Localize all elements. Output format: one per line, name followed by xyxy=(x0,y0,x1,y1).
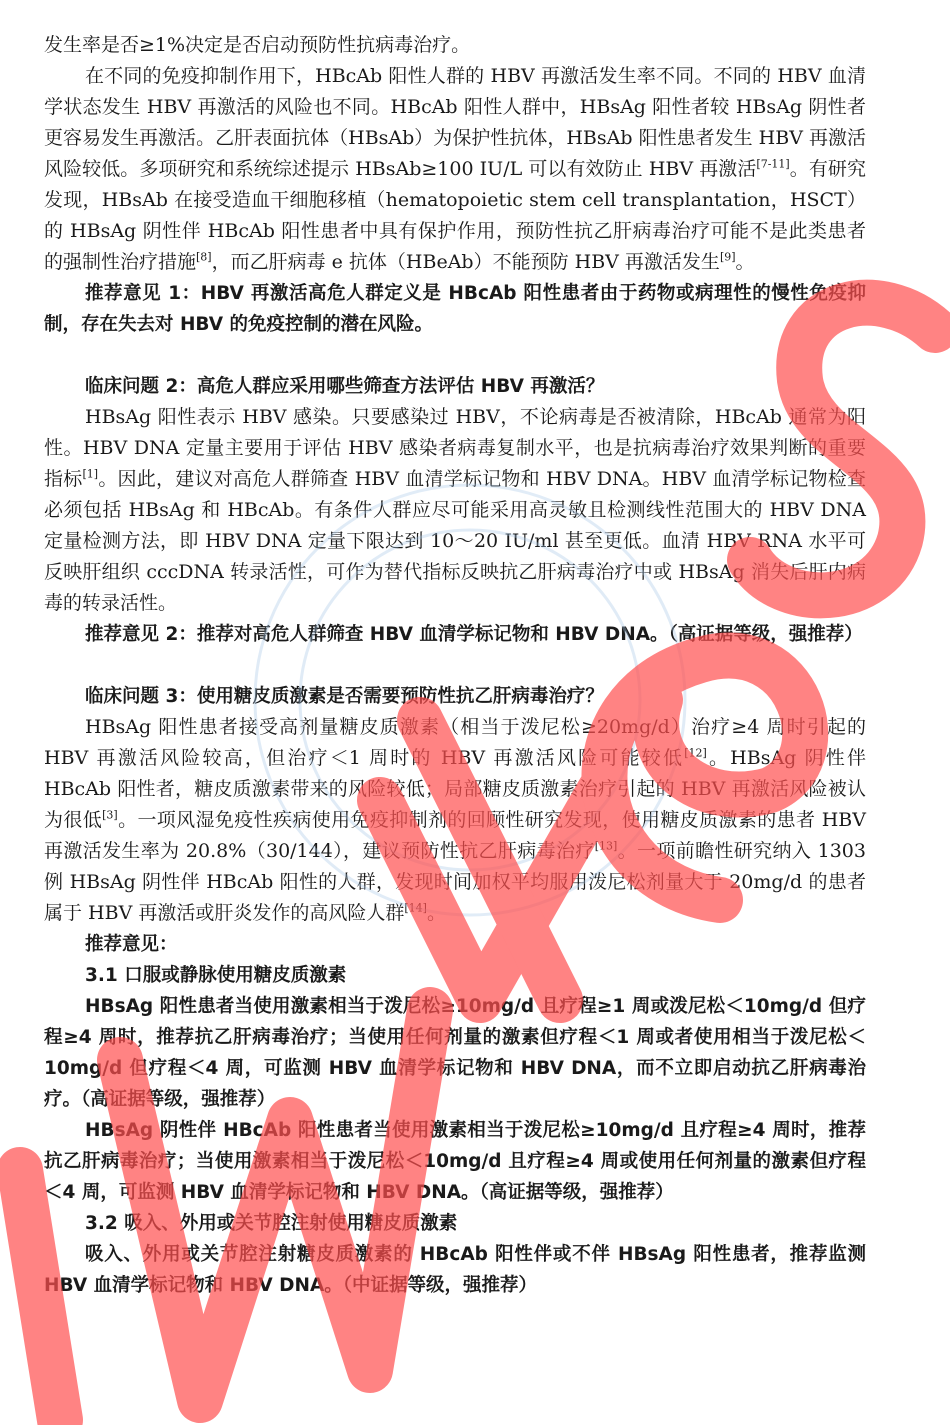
citation: [9] xyxy=(719,250,736,264)
recommendation-heading: 推荐意见： xyxy=(85,934,178,955)
citation: [14] xyxy=(404,901,427,915)
paragraph-hbv-serology xyxy=(44,61,866,278)
citation: [3] xyxy=(102,808,118,822)
citation: [12] xyxy=(684,746,707,760)
citation: [8] xyxy=(196,250,212,264)
paragraph-glucocorticoid xyxy=(44,712,866,929)
recommendation-1: 推荐意见 1：HBV 再激活高危人群定义是 HBcAb 阳性患者由于药物或病理性的慢性免疫抑制，存在失去对 HBV 的免疫控制的潜在风险。 xyxy=(44,283,866,335)
text-span: 。 xyxy=(426,902,446,924)
text-span: 。HBsAg 阴性伴 HBcAb 阳性者，糖皮质激素带来的风险较低；局部糖皮质激素治疗引起的 HBV 再激活风险被认为很低 xyxy=(44,747,866,831)
citation: [7-11] xyxy=(756,157,790,171)
paragraph-screening xyxy=(44,402,866,619)
recommendation-2: 推荐意见 2：推荐对高危人群筛查 HBV 血清学标记物和 HBV DNA。（高证据等级，强推荐） xyxy=(85,624,863,645)
clinical-question-3: 临床问题 3：使用糖皮质激素是否需要预防性抗乙肝病毒治疗？ xyxy=(85,686,604,707)
text-span: HBsAg 阳性表示 HBV 感染。只要感染过 HBV，不论病毒是否被清除，HBcAb 通常为阳性。HBV DNA 定量主要用于评估 HBV 感染者病毒复制水平，也是抗病毒治疗效果判断的重要指标 xyxy=(44,406,866,490)
citation: [13] xyxy=(594,839,618,853)
citation: [1] xyxy=(82,467,99,481)
section-3-1-heading: 3.1 口服或静脉使用糖皮质激素 xyxy=(85,965,347,986)
document-body xyxy=(44,30,866,1301)
recommendation-3-2: 吸入、外用或关节腔注射糖皮质激素的 HBcAb 阳性伴或不伴 HBsAg 阳性患者，推荐监测 HBV 血清学标记物和 HBV DNA。（中证据等级，强推荐） xyxy=(44,1244,866,1296)
text-span: 。一项前瞻性研究纳入 1303 例 HBsAg 阴性伴 HBcAb 阳性的人群，发现时间加权平均服用泼尼松剂量大于 20mg/d 的患者属于 HBV 再激活或肝炎发作的高风险人群 xyxy=(44,840,866,924)
clinical-question-2: 临床问题 2：高危人群应采用哪些筛查方法评估 HBV 再激活？ xyxy=(85,376,605,397)
text-span: 。一项风湿免疫性疾病使用免疫抑制剂的回顾性研究发现，使用糖皮质激素的患者 HBV 再激活发生率为 20.8%（30/144），建议预防性抗乙肝病毒治疗 xyxy=(44,809,866,862)
text-span: 。 xyxy=(735,251,755,273)
text-span: 在不同的免疫抑制作用下，HBcAb 阳性人群的 HBV 再激活发生率不同。不同的 HBV 血清学状态发生 HBV 再激活的风险也不同。HBcAb 阳性人群中，HBsAg 阳性者较 HBsAg 阴性者更容易发生再激活。乙肝表面抗体（HBsAb）为保护性抗体，HBsAb 阳性患者发生 HBV 再激活风险较低。多项研究和系统综述提示 HBsAb≥100 IU/L 可以有效防止 HBV 再激活 xyxy=(44,65,866,180)
paragraph-1: 发生率是否≥1%决定是否启动预防性抗病毒治疗。 xyxy=(44,34,471,56)
text-span: 。因此，建议对高危人群筛查 HBV 血清学标记物和 HBV DNA。HBV 血清学标记物检查必须包括 HBsAg 和 HBcAb。有条件人群应尽可能采用高灵敏且检测线性范围大的 HBV DNA 定量检测方法，即 HBV DNA 定量下限达到 10～20 IU/ml 甚至更低。血清 HBV RNA 水平可反映肝组织 cccDNA 转录活性，可作为替代指标反映抗乙肝病毒治疗中或 HBsAg 消失后肝内病毒的转录活性。 xyxy=(44,468,866,614)
text-span: HBsAg 阳性患者接受高剂量糖皮质激素（相当于泼尼松≥20mg/d）治疗≥4 周时引起的 HBV 再激活风险较高，但治疗＜1 周时的 HBV 再激活风险可能较低 xyxy=(44,716,866,769)
recommendation-3-1-a: HBsAg 阳性患者当使用激素相当于泼尼松≥10mg/d 且疗程≥1 周或泼尼松＜10mg/d 但疗程≥4 周时，推荐抗乙肝病毒治疗；当使用任何剂量的激素但疗程＜1 周或者使用相当于泼尼松＜10mg/d 但疗程＜4 周，可监测 HBV 血清学标记物和 HBV DNA，而不立即启动抗乙肝病毒治疗。（高证据等级，强推荐） xyxy=(44,996,866,1110)
section-3-2-heading: 3.2 吸入、外用或关节腔注射使用糖皮质激素 xyxy=(85,1213,458,1234)
text-span: 。有研究发现，HBsAb 在接受造血干细胞移植（hematopoietic stem cell transplantation，HSCT）的 HBsAg 阴性伴 HBcAb 阳性患者中具有保护作用，预防性抗乙肝病毒治疗可能不是此类患者的强制性治疗措施 xyxy=(44,158,866,273)
recommendation-3-1-b: HBsAg 阴性伴 HBcAb 阳性患者当使用激素相当于泼尼松≥10mg/d 且疗程≥4 周时，推荐抗乙肝病毒治疗；当使用激素相当于泼尼松＜10mg/d 且疗程≥4 周或使用任何剂量的激素但疗程＜4 周，可监测 HBV 血清学标记物和 HBV DNA。（高证据等级，强推荐） xyxy=(44,1120,866,1203)
text-span: ，而乙肝病毒 e 抗体（HBeAb）不能预防 HBV 再激活发生 xyxy=(211,251,720,273)
